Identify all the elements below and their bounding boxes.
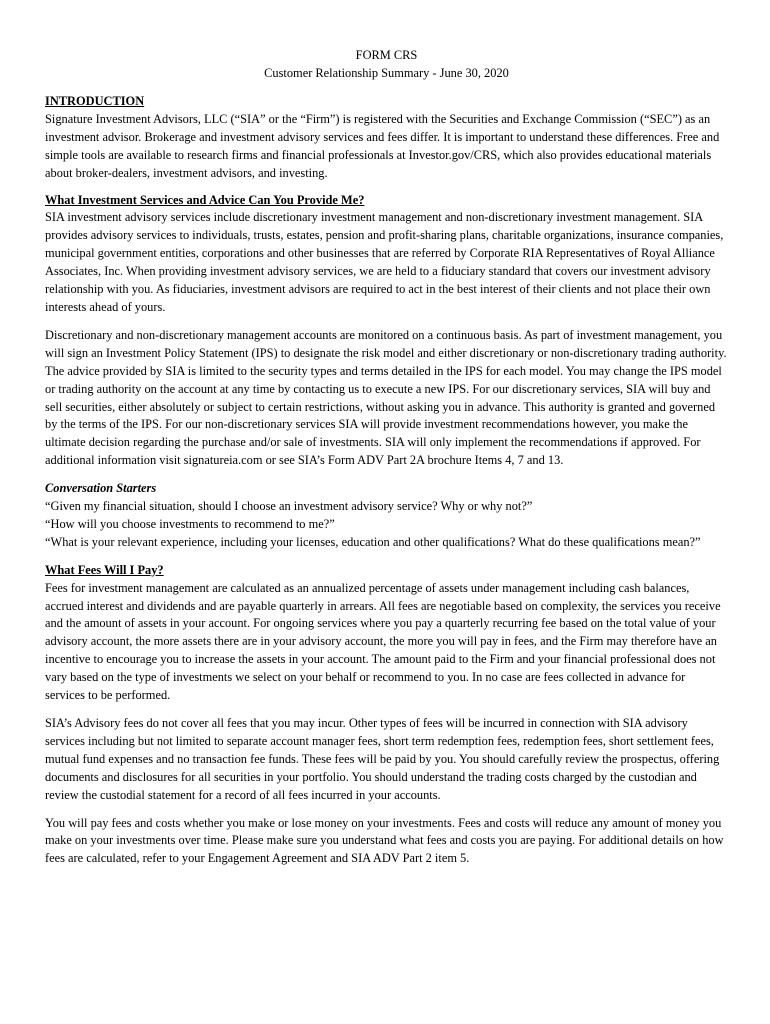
document-content	[45, 47, 728, 868]
conversation-question-1: “Given my financial situation, should I choose an investment advisory service? Why or why not?”	[45, 499, 533, 514]
introduction-body: Signature Investment Advisors, LLC (“SIA” or the “Firm”) is registered with the Securities and Exchange Commission (“SEC”) as an investment advisor. Brokerage and investment advisory services and fees differ. It is important to understand these differences. Free and simple tools are available to research firms and financial professionals at Investor.gov/CRS, which also provides educational materials about broker-dealers, investment advisors, and investing.	[45, 111, 720, 180]
services-heading: What Investment Services and Advice Can You Provide Me?	[45, 192, 365, 207]
form-subtitle: Customer Relationship Summary - June 30, 2020	[264, 66, 509, 80]
fees-paragraph-3: You will pay fees and costs whether you make or lose money on your investments. Fees and costs will reduce any amount of money you make on your investments over time. Please make sure you understand what fees and costs you are paying. For additional details on how fees are calculated, refer to your Engagement Agreement and SIA ADV Part 2 item 5.	[45, 815, 724, 866]
services-paragraph-1: SIA investment advisory services include discretionary investment management and non-discretionary investment management. SIA provides advisory services to individuals, trusts, estates, pension and profit-sharing plans, charitable organizations, insurance companies, municipal government entities, corporations and other businesses that are referred by Corporate RIA Representatives of Royal Alliance Associates, Inc. When providing investment advisory services, we are held to a fiduciary standard that covers our investment advisory relationship with you. As fiduciaries, investment advisors are required to act in the best interest of their clients and not place their own interests ahead of yours.	[45, 210, 724, 314]
services-section	[45, 192, 728, 471]
introduction-heading: INTRODUCTION	[45, 94, 145, 108]
services-paragraph-2: Discretionary and non-discretionary management accounts are monitored on a continuous basis. As part of investment management, you will sign an Investment Policy Statement (IPS) to designate the risk model and either discretionary or non-discretionary trading authority. The advice provided by SIA is limited to the security types and terms detailed in the IPS for each model. You may change the IPS model or trading authority on the account at any time by contacting us to execute a new IPS. For our discretionary services, SIA will buy and sell securities, either absolutely or subject to certain restrictions, without asking you in advance. This authority is granted and governed by the terms of the IPS. For our non-discretionary services SIA will provide investment recommendations however, you make the ultimate decision regarding the purchase and/or sale of investments. SIA will only implement the recommendations if approved. For additional information visit signatureia.com or see SIA’s Form ADV Part 2A brochure Items 4, 7 and 13.	[45, 327, 727, 468]
fees-section	[45, 562, 728, 869]
conversation-starters-section	[45, 480, 728, 552]
fees-heading: What Fees Will I Pay?	[45, 562, 164, 577]
conversation-question-2: “How will you choose investments to recommend to me?”	[45, 516, 335, 531]
form-title: FORM CRS	[355, 48, 418, 62]
conversation-starters-heading: Conversation Starters	[45, 481, 157, 496]
introduction-section	[45, 93, 728, 183]
fees-paragraph-1: Fees for investment management are calculated as an annualized percentage of assets under management including cash balances, accrued interest and dividends and are payable quarterly in arrears. All fees are negotiable based on complexity, the services you receive and the amount of assets in your account. For ongoing services where you pay a quarterly recurring fee based on the total value of your advisory account, the more assets there are in your advisory account, the more you will pay in fees, and the Firm may therefore have an incentive to encourage you to increase the assets in your account. The amount paid to the Firm and your financial professional does not vary based on the type of investments we select on your behalf or recommend to you. In no case are fees collected in advance for services to be performed.	[45, 580, 721, 703]
fees-paragraph-2: SIA’s Advisory fees do not cover all fees that you may incur. Other types of fees will be incurred in connection with SIA advisory services including but not limited to separate account manager fees, short term redemption fees, redemption fees, short settlement fees, mutual fund expenses and no transaction fee funds. These fees will be paid by you. You should carefully review the prospectus, offering documents and disclosures for all securities in your portfolio. You should understand the trading costs charged by the custodian and review the custodial statement for a record of all fees incurred in your accounts.	[45, 716, 720, 802]
conversation-question-3: “What is your relevant experience, including your licenses, education and other qualifications? What do these qualifications mean?”	[45, 534, 701, 549]
